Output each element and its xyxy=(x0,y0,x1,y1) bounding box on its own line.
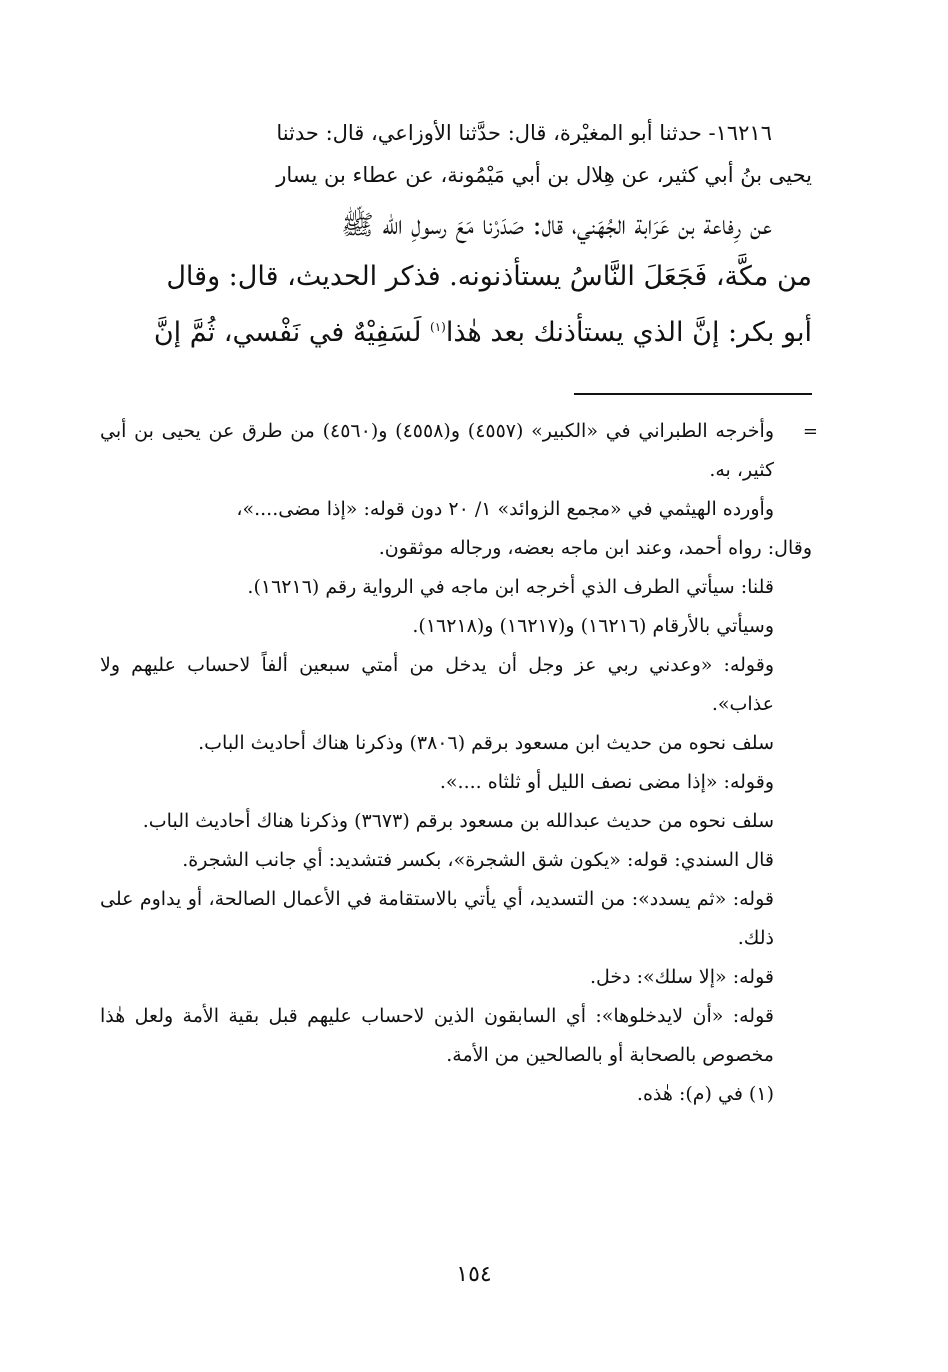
footnote-paragraph: قوله: «ثم يسدد»: من التسديد، أي يأتي بالاستقامة في الأعمال الصالحة، أو يداوم على ذلك. xyxy=(100,888,774,949)
footnote-paragraph: قوله: «إلا سلك»: دخل. xyxy=(589,966,774,988)
footnote-paragraph: قال السندي: قوله: «يكون شق الشجرة»، بكسر فتشديد: أي جانب الشجرة. xyxy=(182,849,774,871)
matn-line: أبو بكر: إنَّ الذي يستأذنك بعد هٰذا xyxy=(445,317,812,348)
footnote-paragraph: (١) في (م): هٰذه. xyxy=(636,1083,774,1105)
continuation-mark: = xyxy=(802,421,818,442)
hadith-text xyxy=(100,112,812,385)
isnad-line: ١٦٢١٦- حدثنا أبو المغيْرة، قال: حدَّثنا الأوزاعي، قال: حدثنا xyxy=(276,121,772,145)
footnote-paragraph: سلف نحوه من حديث ابن مسعود برقم (٣٨٠٦) وذكرنا هناك أحاديث الباب. xyxy=(198,732,774,754)
footnote-paragraph: وأخرجه الطبراني في «الكبير» (٤٥٥٧) و(٤٥٥٨) و(٤٥٦٠) من طرق عن يحيى بن أبي كثير، به. xyxy=(100,420,775,481)
footnotes xyxy=(100,412,818,1114)
footnote-separator xyxy=(574,393,812,395)
footnote-paragraph: قلنا: سيأتي الطرف الذي أخرجه ابن ماجه في الرواية رقم (١٦٢١٦). xyxy=(247,576,774,598)
footnote-paragraph: وأورده الهيثمي في «مجمع الزوائد» ١/ ٢٠ دون قوله: «إذا مضى....»، xyxy=(236,498,774,520)
footnote-paragraph: وقال: رواه أحمد، وعند ابن ماجه بعضه، ورجاله موثقون. xyxy=(378,537,812,559)
matn-line: من مكَّة، فَجَعَلَ النَّاسُ يستأذنونه. فذكر الحديث، قال: وقال xyxy=(166,261,812,292)
matn xyxy=(100,200,812,358)
footnote-marker: (١) xyxy=(430,320,446,334)
isnad-line: يحيى بنُ أبي كثير، عن هِلال بن أبي مَيْمُونة، عن عطاء بن يسار xyxy=(276,163,812,187)
matn-line: عن رِفاعة بن عَرَابة الجُهَني، قال: صَدَرْنا مَعَ رسولِ الله ﷺ xyxy=(341,210,772,241)
matn-line: لَسَفِيْهٌ في نَفْسي، ثُمَّ إنَّ xyxy=(153,317,431,348)
footnote-paragraph: سلف نحوه من حديث عبدالله بن مسعود برقم (٣٦٧٣) وذكرنا هناك أحاديث الباب. xyxy=(142,810,774,832)
footnote-paragraph: قوله: «أن لايدخلوها»: أي السابقون الذين لاحساب عليهم قبل بقية الأمة ولعل هٰذا مخصوص بالصحابة أو بالصالحين من الأمة. xyxy=(100,1005,774,1066)
page-number: ١٥٤ xyxy=(456,1262,492,1287)
footnote-paragraph: وقوله: «وعدني ربي عز وجل أن يدخل من أمتي سبعين ألفاً لاحساب عليهم ولا عذاب». xyxy=(100,654,774,715)
footnote-paragraph: وسيأتي بالأرقام (١٦٢١٦) و(١٦٢١٧) و(١٦٢١٨). xyxy=(412,615,774,637)
isnad xyxy=(100,112,812,196)
footnote-paragraph: وقوله: «إذا مضى نصف الليل أو ثلثاه ....». xyxy=(439,771,774,793)
